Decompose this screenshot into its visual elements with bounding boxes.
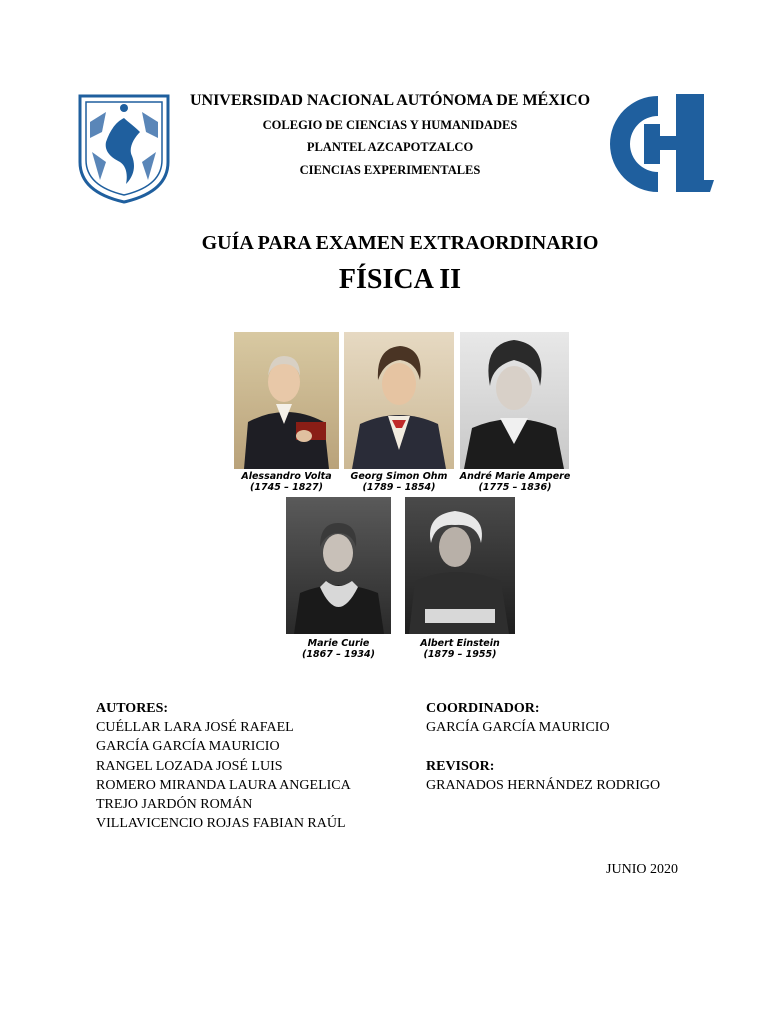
author-name: VILLAVICENCIO ROJAS FABIAN RAÚL [96,816,346,832]
cch-logo-icon [606,92,714,196]
coordinator-label: COORDINADOR: [426,701,540,716]
author-name: TREJO JARDÓN ROMÁN [96,797,253,813]
scientist-name: Albert Einstein [420,638,500,649]
authors-block [96,699,351,833]
portrait-curie [286,497,391,634]
subject-title: FÍSICA II [338,264,462,295]
university-name: UNIVERSIDAD NACIONAL AUTÓNOMA DE MÉXICO [189,92,591,109]
scientist-years: (1867 – 1934) [302,649,375,660]
author-name: CUÉLLAR LARA JOSÉ RAFAEL [96,720,294,736]
caption-ohm [344,471,454,493]
college-name: COLEGIO DE CIENCIAS Y HUMANIDADES [262,118,518,132]
caption-ampere [458,471,572,493]
campus-name: PLANTEL AZCAPOTZALCO [306,140,474,154]
reviewer-label: REVISOR: [426,758,495,774]
scientist-name: André Marie Ampere [459,471,571,482]
scientist-years: (1879 – 1955) [423,649,497,660]
portrait-volta [234,332,339,469]
author-name: ROMERO MIRANDA LAURA ANGELICA [96,777,351,793]
scientist-years: (1745 – 1827) [250,482,323,493]
scientist-years: (1789 – 1854) [362,482,436,493]
scientist-years: (1775 – 1836) [478,482,552,493]
portrait-ampere [460,332,569,469]
author-name: RANGEL LOZADA JOSÉ LUIS [96,758,283,774]
area-name: CIENCIAS EXPERIMENTALES [299,163,481,177]
scientist-name: Georg Simon Ohm [350,471,448,482]
scientist-name: Marie Curie [307,638,370,649]
portrait-einstein [405,497,515,634]
authors-label: AUTORES: [96,701,169,716]
guide-title: GUÍA PARA EXAMEN EXTRAORDINARIO [201,232,599,254]
coordinator-name: GARCÍA GARCÍA MAURICIO [426,720,610,736]
coordinator-block [426,699,660,795]
caption-curie [286,638,391,660]
author-name: GARCÍA GARCÍA MAURICIO [96,739,280,755]
caption-volta [234,471,339,493]
portrait-ohm [344,332,454,469]
caption-einstein [405,638,515,660]
scientist-name: Alessandro Volta [241,471,332,482]
publication-date: JUNIO 2020 [606,862,678,877]
unam-seal-icon [76,92,172,204]
reviewer-name: GRANADOS HERNÁNDEZ RODRIGO [426,777,661,793]
